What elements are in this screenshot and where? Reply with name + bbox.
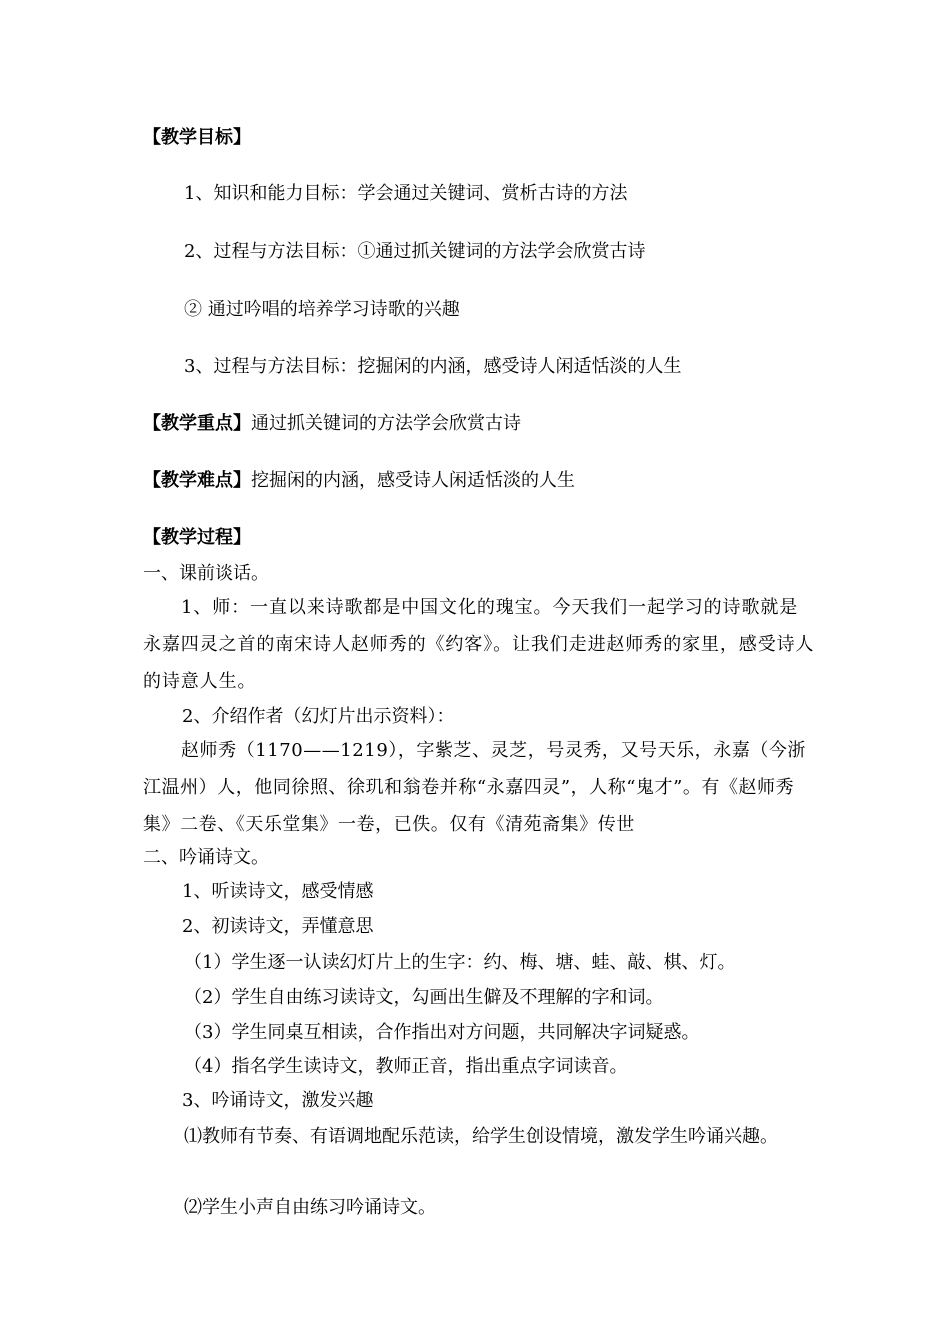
section-2-item-1: 1、听读诗文，感受情感 [182,881,374,902]
section-2-sub-2: （2）学生自由练习读诗文，勾画出生僻及不理解的字和词。 [184,987,664,1008]
difficulties-text: 挖掘闲的内涵，感受诗人闲适恬淡的人生 [251,470,575,491]
section-2-title: 二、吟诵诗文。 [143,847,269,868]
heading-key-points: 【教学重点】 [143,413,251,434]
objective-1: 1、知识和能力目标：学会通过关键词、赏析古诗的方法 [184,183,628,204]
key-points-row [143,412,521,436]
section-2-sub-3: （3）学生同桌互相读，合作指出对方问题，共同解决字词疑惑。 [184,1022,700,1043]
author-intro-paragraph: 赵师秀（1170——1219），字紫芝、灵芝，号灵秀，又号天乐，永嘉（今浙江温州）人，他同徐照、徐玑和翁卷并称“永嘉四灵”，人称“鬼才”。有《赵师秀集》二卷、《天乐堂集》一卷，已佚。仅有《清苑斋集》传世 [143,740,806,835]
heading-objectives: 【教学目标】 [143,127,251,148]
section-2-item-3: 3、吟诵诗文，激发兴趣 [182,1090,374,1111]
section-1-paragraph-2: 2、介绍作者（幻灯片出示资料）： [182,706,455,727]
heading-process: 【教学过程】 [143,527,251,548]
objective-2: 2、过程与方法目标：①通过抓关键词的方法学会欣赏古诗 [184,241,646,262]
section-2-sub-4: （4）指名学生读诗文，教师正音，指出重点字词读音。 [184,1056,628,1077]
objective-2b: ② 通过吟唱的培养学习诗歌的兴趣 [184,299,460,320]
section-2-sub-5: ⑴教师有节奏、有语调地配乐范读，给学生创设情境，激发学生吟诵兴趣。 [184,1126,778,1147]
section-2-sub-6: ⑵学生小声自由练习吟诵诗文。 [184,1197,436,1218]
heading-difficulties: 【教学难点】 [143,470,251,491]
section-1-paragraph-1: 1、师：一直以来诗歌都是中国文化的瑰宝。今天我们一起学习的诗歌就是永嘉四灵之首的南宋诗人赵师秀的《约客》。让我们走进赵师秀的家里，感受诗人的诗意人生。 [143,597,815,692]
difficulties-row [143,469,575,493]
key-points-text: 通过抓关键词的方法学会欣赏古诗 [251,413,521,434]
section-1-title: 一、课前谈话。 [143,563,269,584]
section-2-sub-1: （1）学生逐一认读幻灯片上的生字：约、梅、塘、蛙、敲、棋、灯。 [184,952,736,973]
objective-3: 3、过程与方法目标：挖掘闲的内涵，感受诗人闲适恬淡的人生 [184,356,682,377]
section-2-item-2: 2、初读诗文，弄懂意思 [182,916,374,937]
